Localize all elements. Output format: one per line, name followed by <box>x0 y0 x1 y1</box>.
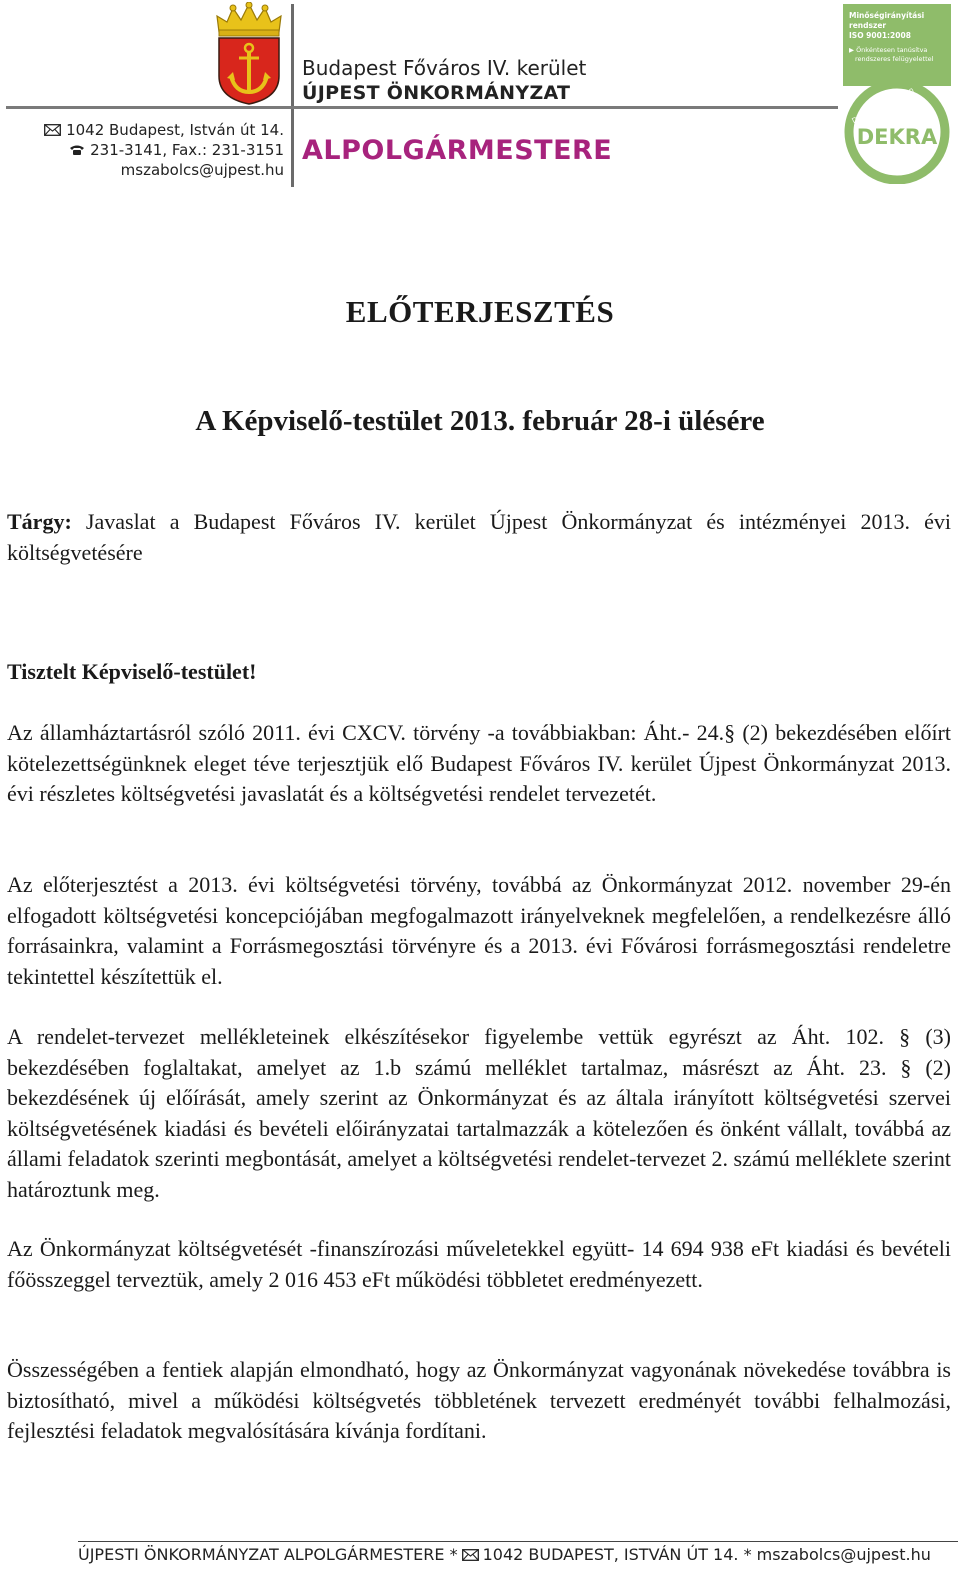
paragraph: A rendelet-tervezet mellékleteinek elkészítésekor figyelembe vettük egyrészt az Áht. 102. § (3) bekezdésében foglaltakat, amelyet az 1.b számú melléklet tartalmaz, másrészt az Áht. 23. § (2) bekezdésének új előírását, amely szerint az Önkormányzat és az általa irányított költségvetési szervei költségvetésének kiadási és bevételi előirányzatai tartalmazzák a kötelezően és önként vállalt, továbbá az állami feladatok szerinti megbontását, amelyet a költségvetési rendelet-tervezet 2. számú melléklete szerint határoztunk meg. <box>7 1024 951 1202</box>
footer-right: 1042 BUDAPEST, ISTVÁN ÚT 14. * mszabolcs@ujpest.hu <box>482 1545 931 1564</box>
paragraph: Az Önkormányzat költségvetését -finanszírozási műveletekkel együtt- 14 694 938 eFt kiadási és bevételi főösszeggel terveztük, amely 2 016 453 eFt működési többletet eredményezett. <box>7 1236 951 1292</box>
cert-text-3: ISO 9001:2008 <box>849 31 911 40</box>
cert-text-4: ▶ Önkéntesen tanúsítva <box>849 46 928 54</box>
dekra-certification-badge <box>843 4 951 184</box>
footer-divider <box>78 1541 958 1542</box>
header-divider-vertical <box>291 4 294 187</box>
cert-brand: DEKRA <box>856 125 938 149</box>
contact-phone: 231-3141, Fax.: 231-3151 <box>90 141 284 159</box>
cert-ring-text: DEKRA Certification <box>850 85 916 126</box>
subject-text: Javaslat a Budapest Főváros IV. kerület Újpest Önkormányzat és intézményei 2013. évi költségvetésére <box>7 509 952 565</box>
office-title: ALPOLGÁRMESTERE <box>302 135 613 166</box>
salutation: Tisztelt Képviselő-testület! <box>7 659 257 684</box>
document-title: ELŐTERJESZTÉS <box>345 294 615 329</box>
cert-ring-bottom: tanúsított <box>886 154 922 174</box>
page-footer <box>78 1545 931 1564</box>
envelope-icon <box>462 1549 479 1561</box>
phone-icon <box>69 144 85 156</box>
paragraph: Az előterjesztést a 2013. évi költségvetési törvény, továbbá az Önkormányzat 2012. november 29-én elfogadott költségvetési koncepciójában megfogalmazott irányelveknek megfelelően, a rendelkezésre álló forrásainkra, valamint a Forrásmegosztási törvényre és a 2013. évi Fővárosi forrásmegosztási rendeletre tekintettel készítettük el. <box>7 872 951 989</box>
anchor-crest-icon <box>213 2 285 106</box>
org-name: Budapest Főváros IV. kerület <box>302 56 587 80</box>
paragraph: Összességében a fentiek alapján elmondható, hogy az Önkormányzat vagyonának növekedése továbbra is biztosítható, mivel a működési költségvetés többletének tervezett eredményét további felhalmozási, fejlesztési feladatok megvalósítására kívánja fordítani. <box>7 1357 951 1443</box>
cert-text-5: rendszeres felügyelettel <box>855 55 934 63</box>
cert-text-2: rendszer <box>849 21 887 30</box>
meeting-heading: A Képviselő-testület 2013. február 28-i ülésére <box>195 405 765 437</box>
cert-text-1: Minőségirányítási <box>849 11 925 20</box>
header-divider-horizontal <box>6 106 838 109</box>
contact-block <box>40 120 284 180</box>
contact-address: 1042 Budapest, István út 14. <box>66 121 284 139</box>
org-name-caps: ÚJPEST ÖNKORMÁNYZAT <box>302 82 571 104</box>
subject-label: Tárgy: <box>7 509 72 534</box>
envelope-icon <box>44 124 61 136</box>
contact-email: mszabolcs@ujpest.hu <box>120 161 284 179</box>
paragraph: Az államháztartásról szóló 2011. évi CXCV. törvény -a továbbiakban: Áht.- 24.§ (2) bekezdésében előírt kötelezettségünknek eleget téve terjesztjük elő Budapest Főváros IV. kerület Újpest Önkormányzat 2013. évi részletes költségvetési javaslatát és a költségvetési rendelet tervezetét. <box>7 720 951 806</box>
footer-left: ÚJPESTI ÖNKORMÁNYZAT ALPOLGÁRMESTERE * <box>78 1545 458 1564</box>
subject-line <box>7 507 951 568</box>
